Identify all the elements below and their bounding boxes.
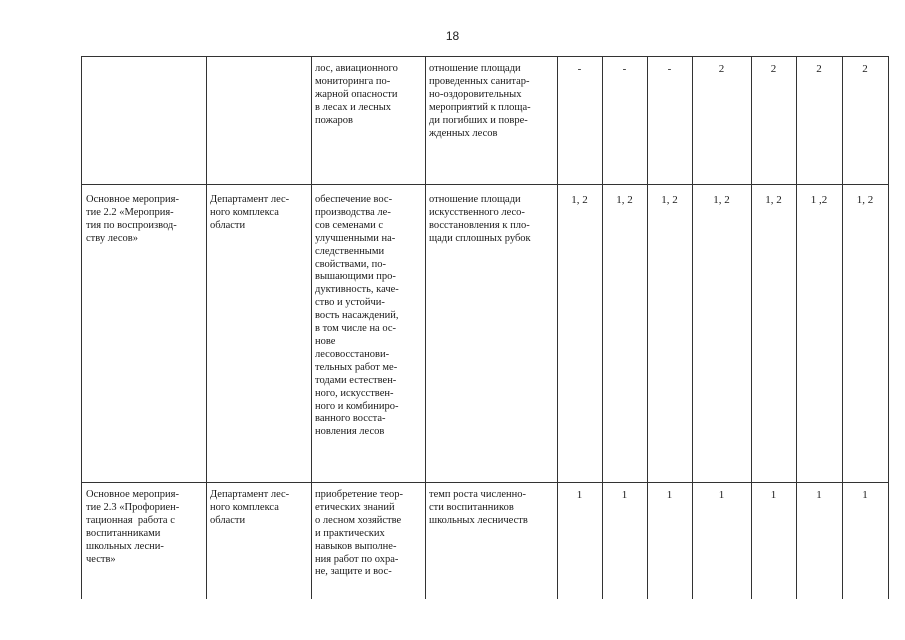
row-1-indicator: отношение площади проведенных санитар- но-оздоровительных мероприятий к площа- ди погибших и повре- жденных лесов [429, 63, 531, 139]
row-2-value: 1 ,2 [810, 194, 828, 206]
row-2-value: 1, 2 [713, 194, 730, 206]
row-2-value: 1, 2 [616, 194, 633, 206]
column-divider [692, 57, 693, 599]
row-1-value: 2 [862, 63, 868, 75]
row-2-event: Основное мероприя- тие 2.2 «Мероприя- тия по воспроизвод- ству лесов» [86, 194, 179, 244]
row-2-value: 1, 2 [856, 194, 874, 206]
row-1-value: 2 [816, 63, 822, 75]
row-1-task: лос, авиационного мониторинга по- жарной опасности в лесах и лесных пожаров [315, 63, 398, 126]
row-3-value: 1 [718, 489, 725, 501]
row-3-task: приобретение теор- етических знаний о лесном хозяйстве и практических навыков выполне- ния работ по охра- не, защите и вос- [315, 489, 404, 578]
row-1-value: 2 [770, 63, 777, 75]
row-2-indicator: отношение площади искусственного лесо- восстановления к пло- щади сплошных рубок [429, 194, 531, 244]
row-2-value: 1, 2 [765, 194, 782, 206]
row-3-value: 1 [576, 489, 583, 501]
row-3-event: Основное мероприя- тие 2.3 «Профориен- тационная работа с воспитанниками школьных лесни- честв» [86, 489, 180, 565]
row-2-value: 1, 2 [661, 194, 678, 206]
row-1-value: 2 [718, 63, 725, 75]
row-divider [82, 184, 888, 185]
indicator-table [81, 56, 889, 599]
row-1-value: - [667, 63, 672, 75]
column-divider [842, 57, 843, 599]
column-divider [425, 57, 426, 599]
row-3-indicator: темп роста численно- сти воспитанников школьных лесничеств [429, 489, 528, 526]
column-divider [311, 57, 312, 599]
column-divider [647, 57, 648, 599]
row-3-value: 1 [816, 489, 822, 501]
column-divider [602, 57, 603, 599]
row-3-value: 1 [770, 489, 777, 501]
page-number: 18 [445, 29, 460, 43]
row-3-executor: Департамент лес- ного комплекса области [210, 489, 290, 526]
row-2-executor: Департамент лес- ного комплекса области [210, 194, 290, 231]
column-divider [557, 57, 558, 599]
row-2-task: обеспечение вос- производства ле- сов семенами с улучшенными на- следственными свойствами, по- вышающими про- дуктивность, каче- ство и устойчи- вость насаждений, в том числе на ос- нове лесовосстанови- тельных работ ме- тодами естествен- ного, искусствен- ного и комбиниро- ванного восста- новления лесов [315, 194, 399, 438]
column-divider [751, 57, 752, 599]
row-divider [82, 482, 888, 483]
row-3-value: 1 [621, 489, 628, 501]
row-1-value: - [577, 63, 582, 75]
column-divider [796, 57, 797, 599]
column-divider [206, 57, 207, 599]
row-1-value: - [622, 63, 627, 75]
row-3-value: 1 [666, 489, 673, 501]
row-2-value: 1, 2 [571, 194, 588, 206]
row-3-value: 1 [862, 489, 868, 501]
